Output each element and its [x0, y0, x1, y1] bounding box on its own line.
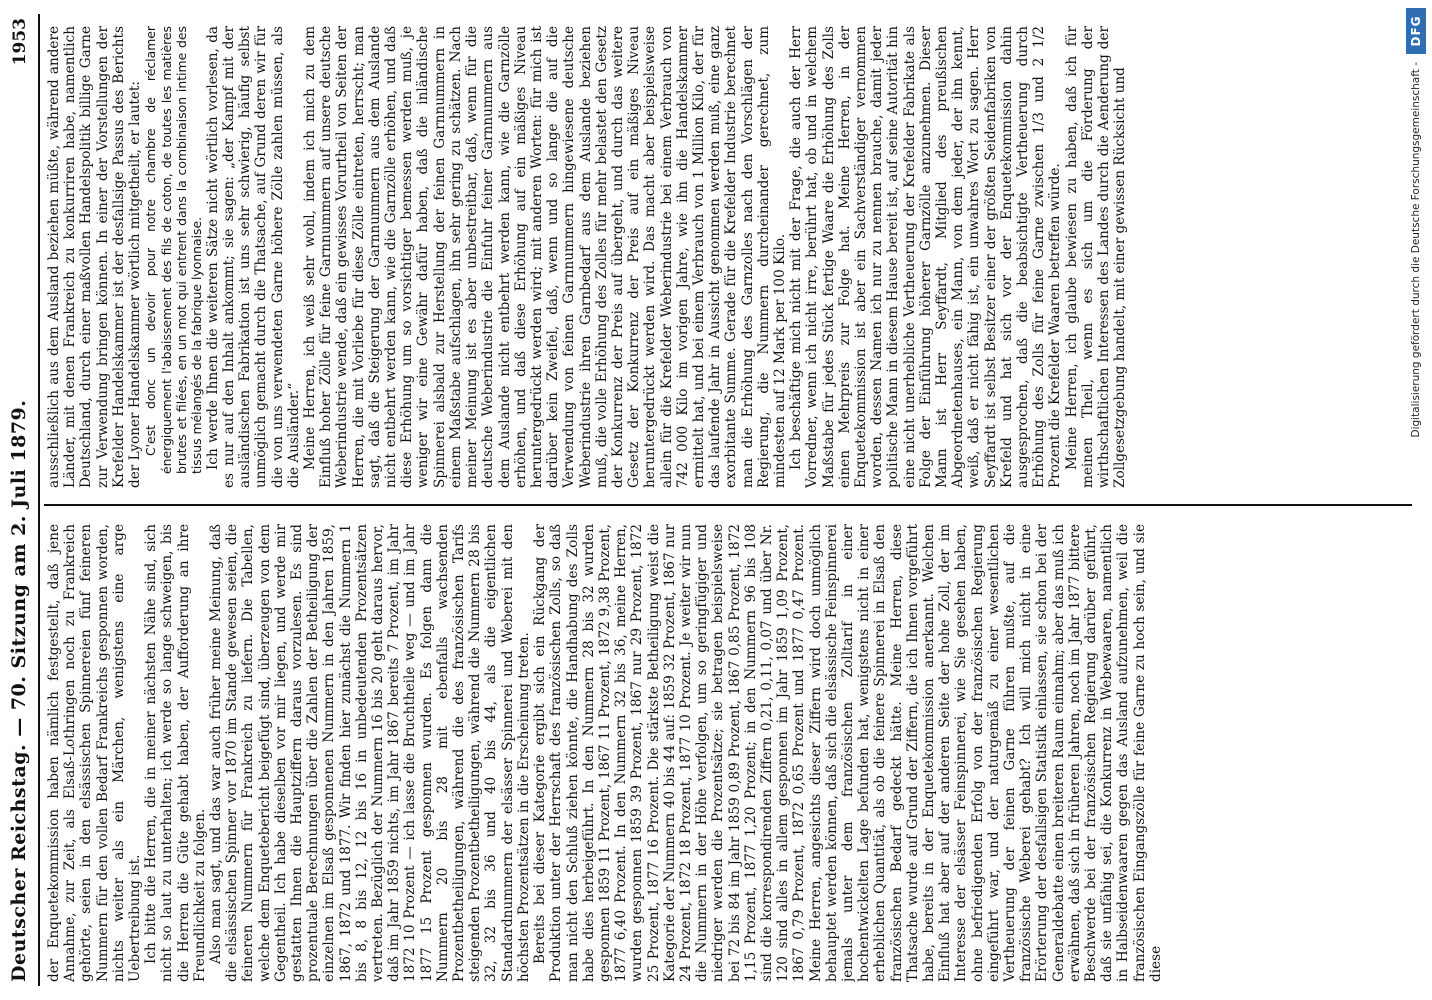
left-text-column	[46, 524, 1406, 982]
column-divider	[44, 504, 1412, 506]
paragraph: Meine Herren, ich glaube bewiesen zu haben, daß ich für meinen Theil, wenn es sich um die Förderung der wirthschaftlichen Interessen des Landes durch die Aenderung der Zollgesetzgebung handelt, mit einer gewissen Rücksicht und	[1063, 26, 1129, 488]
paragraph: der Enquetekommission haben nämlich festgestellt, daß jene Annahme, zur Zeit, als Elsaß-Lothringen noch zu Frankreich gehörte, seien in den elsässischen Spinnereien fünf feineren Nummern für den vollen Bedarf Frankreichs gesponnen worden, nichts weiter als ein Märchen, wenigstens eine arge Uebertreibung ist.	[46, 524, 144, 982]
page-header-title: Deutscher Reichstag. — 70. Sitzung am 2. Juli 1879.	[8, 399, 30, 982]
digitization-footer	[1404, 0, 1432, 1000]
running-head	[8, 18, 38, 982]
page-number: 1953	[10, 18, 30, 66]
paragraph: ausschließlich aus dem Ausland beziehen müßte, während andere Länder, mit denen Frankreich zu konkurriren habe, namentlich Deutschland, durch einer maßvollen Handelspolitik billige Garne zur Verwendung bringen können. In einer der Vorstellungen der Krefelder Handelskammer ist der desfallsige Passus des Berichts der Lyoner Handelskammer wörtlich mitgetheilt, er lautet:	[46, 26, 144, 488]
french-quotation: C'est donc un devoir pour notre chambre de réclamer énergiquement l'abaissement des fils de coton, de toutes les matières brutes et filées, en un mot qui entrent dans la combinaison intime des tissus mélangés de la fabrique lyonnaise.	[143, 26, 205, 474]
header-rule	[38, 14, 40, 986]
paragraph: Ich beschäftige mich nicht mit der Frage, die auch der Herr Vorredner, wenn ich nicht irre, berührt hat, ob und in welchem Maßstabe für jedes Stück fertige Waare die Erhöhung des Zolls einen Mehrpreis zur Folge hat. Meine Herren, in der Enquetekommission ist aber ein Sachverständiger vernommen worden, dessen Namen ich nur zu nennen brauche, damit jeder politische Mann in diesem Hause bereit ist, auf seine Autorität hin eine nicht unerhebliche Vertheuerung der Krefelder Fabrikate als Folge der Einführung höherer Garnzölle anzunehmen. Dieser Mann ist Herr Seyffardt, Mitglied des preußischen Abgeordnetenhauses, ein Mann, von dem jeder, der ihn kennt, weiß, daß er nicht fähig ist, ein unwahres Wort zu sagen. Herr Seyffardt ist selbst Besitzer einer der größten Seidenfabriken von Krefeld und hat sich vor der Enquetekommission dahin ausgesprochen, daß die beabsichtigte Vertheuerung durch Erhöhung des Zolls für feine Garne zwischen 1/3 und 2 1/2 Prozent die Krefelder Waaren betreffen würde.	[788, 26, 1064, 488]
right-text-column	[46, 26, 1406, 488]
paragraph: Ich werde Ihnen die weiteren Sätze nicht wörtlich vorlesen, da es nur auf den Inhalt ankommt; sie sagen: „der Kampf mit der ausländischen Fabrikation ist uns sehr schwierig, häufig selbst unmöglich gemacht durch die Thatsache, auf Grund deren wir für die von uns verwendeten Garne höhere Zölle zahlen müssen, als die Ausländer.“	[204, 26, 302, 488]
funding-credit: Digitalisierung gefördert durch die Deutsche Forschungsgemeinschaft -	[1410, 62, 1422, 438]
paragraph: Also man sagt, und das war auch früher meine Meinung, daß die elsässischen Spinner vor 1870 im Stande gewesen seien, die feineren Nummern für Frankreich zu liefern. Die Tabellen, welche dem Enquetebericht beigefügt sind, überzeugen von dem Gegentheil. Ich habe dieselben vor mir liegen, und werde mir gestatten Ihnen die Hauptziffern daraus vorzulesen. Es sind prozentuale Berechnungen über die Zahlen der Betheiligung der einzelnen im Elsaß gesponnenen Nummern in den Jahren 1859, 1867, 1872 und 1877. Wir finden hier zunächst die Nummern 1 bis 8, 8 bis 12, 12 bis 16 in unbedeutenden Prozentsätzen vertreten. Bezüglich der Nummern 16 bis 20 geht daraus hervor, daß im Jahr 1859 nichts, im Jahr 1867 bereits 7 Prozent, im Jahr 1872 10 Prozent — ich lasse die Bruchtheile weg — und im Jahr 1877 15 Prozent gesponnen wurden. Es folgen dann die Nummern 20 bis 28 mit ebenfalls wachsenden Prozentbetheiligungen, während die des französischen Tarifs steigenden Prozentbetheiligungen, während die Nummern 28 bis 32, 32 bis 36 und 40 bis 44, als die eigentlichen Standardnummern der elsässer Spinnerei und Weberei mit den höchsten Prozentsätzen in die Erscheinung treten.	[208, 524, 532, 982]
paragraph: Meine Herren, ich weiß sehr wohl, indem ich mich zu dem Einfluß hoher Zölle für feine Garnnummern auf unsere deutsche Weberindustrie wende, daß ein gewisses Vorurtheil von Seiten der Herren, die mit Vorliebe für diese Zölle eintreten, herrscht; man sagt, daß die Steigerung der Garnnummern aus dem Auslande nicht entbehrt werden kann, wie die Garnzölle erhöhen, und daß diese Erhöhung um so vorsichtiger bemessen werden muß, je weniger wir eine Gewähr dafür haben, daß die inländische Spinnerei alsbald zur Herstellung der feinen Garnnummern in einem Maßstabe aufschlagen, ihn sehr gering zu schätzen. Nach meiner Meinung ist es aber unbestreitbar, daß, wenn für die deutsche Weberindustrie die Einfuhr feiner Garnnummern aus dem Auslande nicht entbehrt werden kann, wie die Garnzölle erhöhen, und daß diese Erhöhung auf ein mäßiges Niveau heruntergedrückt werden wird; mit anderen Worten: für mich ist darüber kein Zweifel, daß, wenn und so lange die auf die Verwendung von feinen Garnnummern hingewiesene deutsche Weberindustrie ihren Garnbedarf aus dem Auslande beziehen muß, die volle Erhöhung des Zolles für mehr belastet den Gesetz der Konkurrenz der Preis auf übergeht, und durch das weitere Gesetz der Konkurrenz der Preis auf ein mäßiges Niveau heruntergedrückt werden wird. Das macht aber beispielsweise allein für die Krefelder Weberindustrie bei einem Verbrauch von 742 000 Kilo im vorigen Jahre, wie ihn die Handelskammer ermittelt hat, und bei einem Verbrauch von 1 Million Kilo, der für das laufende Jahr in Aussicht genommen werden muß, eine ganz exorbitante Summe. Gerade für die Krefelder Industrie berechnet man die Erhöhung des Garnzolles nach den Vorschlägen der Regierung, die Nummern durcheinander gerechnet, zum mindesten auf 12 Mark per 100 Kilo.	[302, 26, 788, 488]
dfg-logo: DFG	[1406, 8, 1426, 54]
paragraph: Bereits bei dieser Kategorie ergibt sich ein Rückgang der Produktion unter der Herrschaft des französischen Zolls, so daß man nicht den Schluß ziehen könnte, die Handhabung des Zolls habe dies herbeigeführt. In den Nummern 28 bis 32 wurden gesponnen 1859 11 Prozent, 1867 11 Prozent, 1872 9,38 Prozent, 1877 6,40 Prozent. In den Nummern 32 bis 36, meine Herren, wurden gesponnen 1859 39 Prozent, 1867 nur 29 Prozent, 1872 25 Prozent, 1877 16 Prozent. Die stärkste Betheiligung weist die Kategorie der Nummern 40 bis 44 auf: 1859 32 Prozent, 1867 nur 24 Prozent, 1872 18 Prozent, 1877 10 Prozent. Je weiter wir nun die Nummern in der Höhe verfolgen, um so geringfügiger und niedriger werden die Prozentsätze; sie betragen beispielsweise bei 72 bis 84 im Jahr 1859 0,89 Prozent, 1867 0,85 Prozent, 1872 1,15 Prozent, 1877 1,20 Prozent; in den Nummern 96 bis 108 sind die korrespondirenden Ziffern 0,21, 0,11, 0,07 und über Nr. 120 sind alles in allem gesponnen im Jahr 1859 1,09 Prozent, 1867 0,79 Prozent, 1872 0,65 Prozent und 1877 0,47 Prozent. Meine Herren, angesichts dieser Ziffern wird doch unmöglich behauptet werden können, daß sich die elsässische Feinspinnerei jemals unter dem französischen Zolltarif in einer hochentwickelten Lage befunden hat, wenigstens nicht in einer erheblichen Quantität, als ob die feinere Spinnerei in Elsaß den französischen Bedarf gedeckt hätte. Meine Herren, diese Thatsache wurde auf Grund der Ziffern, die ich Ihnen vorgeführt habe, bereits in der Enquetekommission anerkannt. Welchen Einfluß hat aber auf der anderen Seite der hohe Zoll, der im Interesse der elsässer Feinspinnerei, wie Sie gesehen haben, ohne befriedigenden Erfolg von der französischen Regierung eingeführt war, und der naturgemäß zu einer wesentlichen Vertheuerung der feinen Garne führen mußte, auf die französische Weberei gehabt? Ich will mich nicht in eine Erörterung der desfallsigen Statistik einlassen, sie schon bei der Generaldebatte einen breiteren Raum einnahm; aber das muß ich erwähnen, daß sich in früheren Jahren, noch im Jahr 1877 bittere Beschwerde bei der französischen Regierung darüber geführt, daß sie unfähig sei, die Konkurrenz in Webewaaren, namentlich in Halbseidenwaaren gegen das Ausland aufzunehmen, weil die französischen Eingangszölle für feine Garne zu hoch sein, und sie diese	[532, 524, 1164, 982]
paragraph: Ich bitte die Herren, die in meiner nächsten Nähe sind, sich nicht so laut zu unterhalten; ich werde so lange schweigen, bis die Herren die Güte gehabt haben, der Aufforderung an ihre Freundlichkeit zu folgen.	[143, 524, 208, 982]
